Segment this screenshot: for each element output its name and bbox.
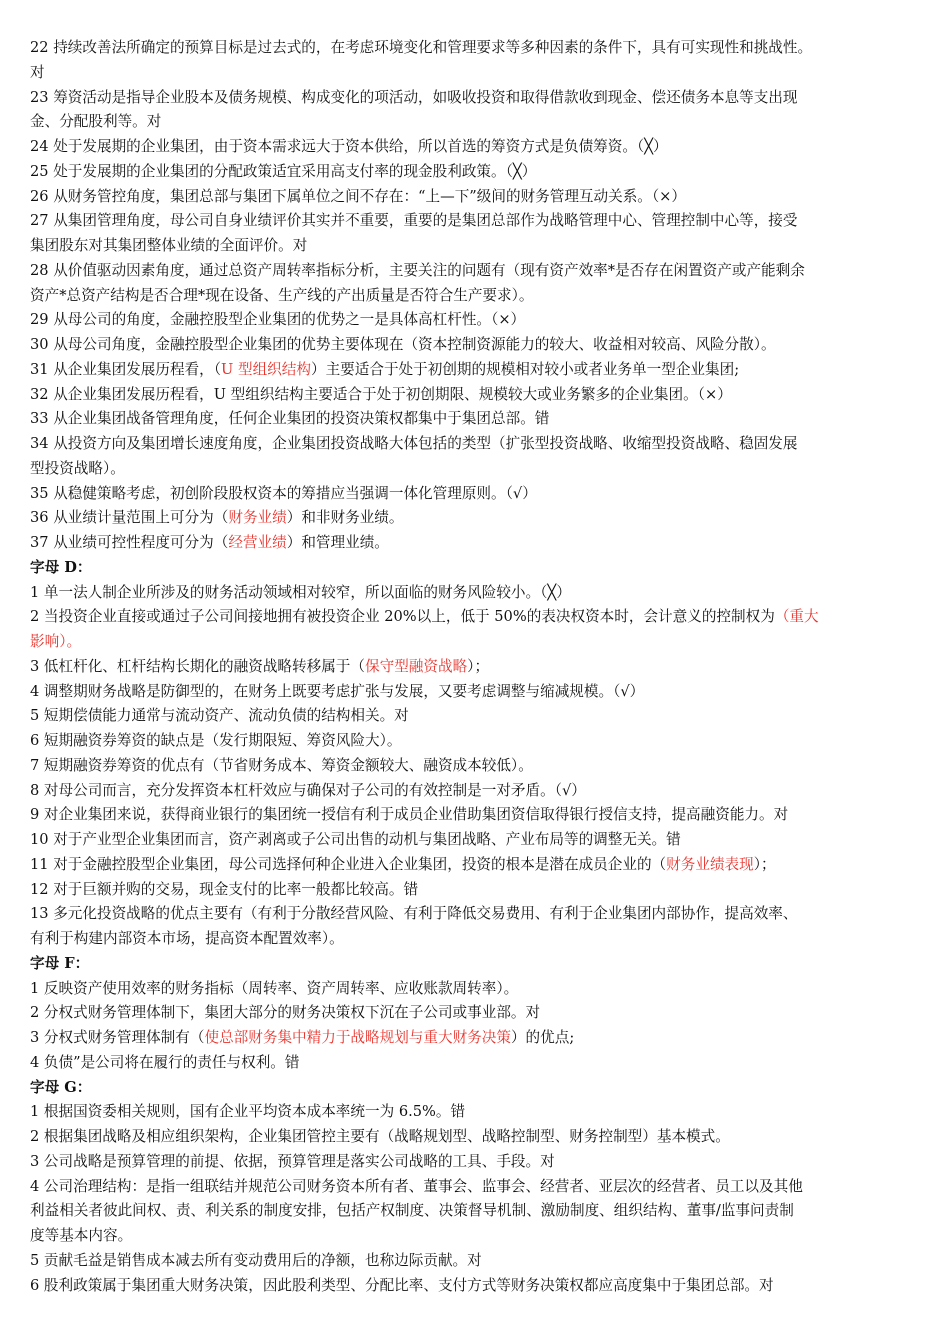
text-line xyxy=(30,482,920,507)
line-text: 字母 G： xyxy=(30,1078,92,1096)
line-text: 集团股东对其集团整体业绩的全面评价。对 xyxy=(30,237,308,254)
text-line xyxy=(30,581,920,606)
text-line xyxy=(30,1150,920,1175)
line-text: 4 负债”是公司将在履行的责任与权利。错 xyxy=(30,1053,300,1071)
text-line xyxy=(30,729,920,754)
text-line xyxy=(30,234,920,259)
text-line xyxy=(30,1125,920,1150)
text-line xyxy=(30,432,920,457)
line-text: 1 根据国资委相关规则，国有企业平均资本成本率统一为 6.5%。错 xyxy=(30,1103,466,1121)
text-line xyxy=(30,1249,920,1274)
line-text: 3 低杠杆化、杠杆结构长期化的融资战略转移属于（ xyxy=(30,657,365,675)
text-line xyxy=(30,36,920,61)
line-text: 30 从母公司角度，金融控股型企业集团的优势主要体现在（资本控制资源能力的较大、收益相对较高、风险分散）。 xyxy=(30,336,776,353)
line-text: 8 对母公司而言，充分发挥资本杠杆效应与确保对子公司的有效控制是一对矛盾。（√） xyxy=(30,781,586,799)
text-line xyxy=(30,680,920,705)
line-text: ）主要适合于处于初创期的规模相对较小或者业务单一型企业集团; xyxy=(310,360,740,378)
text-line xyxy=(30,209,920,234)
text-line xyxy=(30,160,920,185)
line-text: 6 短期融资券筹资的缺点是（发行期限短、筹资风险大）。 xyxy=(30,732,402,749)
line-text: 1 单一法人制企业所涉及的财务活动领域相对较窄，所以面临的财务风险较小。（╳） xyxy=(30,583,571,601)
line-text: 资产*总资产结构是否合理*现在设备、生产线的产出质量是否符合生产要求）。 xyxy=(30,286,534,304)
text-line xyxy=(30,1224,920,1249)
line-text: 33 从企业集团战备管理角度，任何企业集团的投资决策权都集中于集团总部。错 xyxy=(30,410,550,428)
text-line xyxy=(30,259,920,284)
line-text: 13 多元化投资战略的优点主要有（有利于分散经营风险、有利于降低交易费用、有利于企业集团内部协作，提高效率、 xyxy=(30,905,798,923)
text-line xyxy=(30,1001,920,1026)
text-line xyxy=(30,1199,920,1224)
text-line xyxy=(30,135,920,160)
text-line xyxy=(30,506,920,531)
line-text: 24 处于发展期的企业集团，由于资本需求远大于资本供给，所以首选的筹资方式是负债筹资。（╳） xyxy=(30,138,668,155)
text-line xyxy=(30,383,920,408)
line-text: 22 持续改善法所确定的预算目标是过去式的，在考虑环境变化和管理要求等多种因素的条件下，具有可实现性和挑战性。 xyxy=(30,39,813,56)
line-text: 7 短期融资券筹资的优点有（节省财务成本、筹资金额较大、融资成本较低）。 xyxy=(30,756,533,774)
text-line xyxy=(30,630,920,655)
line-text: 26 从财务管控角度，集团总部与集团下属单位之间不存在：“上—下”级间的财务管理互动关系。（×） xyxy=(30,187,686,205)
text-line xyxy=(30,605,920,630)
text-line xyxy=(30,803,920,828)
text-line xyxy=(30,86,920,111)
text-line xyxy=(30,1100,920,1125)
section-heading xyxy=(30,1076,920,1101)
line-text: 型投资战略）。 xyxy=(30,459,125,477)
section-heading xyxy=(30,952,920,977)
text-line xyxy=(30,853,920,878)
highlighted-answer: （重大 xyxy=(774,608,819,626)
line-text: 10 对于产业型企业集团而言，资产剥离或子公司出售的动机与集团战略、产业布局等的调整无关。错 xyxy=(30,831,681,848)
text-line xyxy=(30,1274,920,1299)
highlighted-answer: 使总部财务集中精力于战略规划与重大财务决策 xyxy=(204,1029,511,1046)
line-text: 31 从企业集团发展历程看，（ xyxy=(30,360,222,378)
line-text: ）的优点; xyxy=(510,1029,575,1046)
line-text: 11 对于金融控股型企业集团，母公司选择何种企业进入企业集团，投资的根本是潜在成员企业的（ xyxy=(30,855,667,873)
text-line xyxy=(30,754,920,779)
line-text: 12 对于巨额并购的交易，现金支付的比率一般都比较高。错 xyxy=(30,880,419,898)
line-text: 5 短期偿债能力通常与流动资产、流动负债的结构相关。对 xyxy=(30,707,409,725)
line-text: 23 筹资活动是指导企业股本及债务规模、构成变化的项活动，如吸收投资和取得借款收到现金、偿还债务本息等支出现 xyxy=(30,88,798,106)
line-text: 2 分权式财务管理体制下，集团大部分的财务决策权下沉在子公司或事业部。对 xyxy=(30,1004,541,1022)
highlighted-answer: U 型组织结构 xyxy=(221,360,311,378)
text-line xyxy=(30,110,920,135)
text-line xyxy=(30,779,920,804)
line-text: 37 从业绩可控性程度可分为（ xyxy=(30,534,229,551)
highlighted-answer: 保守型融资战略 xyxy=(365,657,468,675)
line-text: ）； xyxy=(467,657,490,675)
line-text: 度等基本内容。 xyxy=(30,1227,133,1244)
text-line xyxy=(30,704,920,729)
text-line xyxy=(30,457,920,482)
line-text: 6 股利政策属于集团重大财务决策，因此股利类型、分配比率、支付方式等财务决策权都应高度集中于集团总部。对 xyxy=(30,1276,774,1294)
text-line xyxy=(30,185,920,210)
text-line xyxy=(30,284,920,309)
text-line xyxy=(30,1051,920,1076)
line-text: 4 调整期财务战略是防御型的，在财务上既要考虑扩张与发展，又要考虑调整与缩减规模。（√） xyxy=(30,682,645,700)
line-text: 3 公司战略是预算管理的前提、依据，预算管理是落实公司战略的工具、手段。对 xyxy=(30,1152,555,1170)
text-line xyxy=(30,902,920,927)
text-line xyxy=(30,531,920,556)
line-text: 28 从价值驱动因素角度，通过总资产周转率指标分析，主要关注的问题有（现有资产效率*是否存在闲置资产或产能剩余 xyxy=(30,261,805,279)
text-line xyxy=(30,828,920,853)
line-text: 3 分权式财务管理体制有（ xyxy=(30,1029,205,1046)
line-text: 29 从母公司的角度，金融控股型企业集团的优势之一是具体高杠杆性。（×） xyxy=(30,311,526,329)
line-text: 对 xyxy=(30,63,45,81)
line-text: 字母 F： xyxy=(30,954,90,972)
line-text: 35 从稳健策略考虑，初创阶段股权资本的筹措应当强调一体化管理原则。（√） xyxy=(30,484,537,502)
line-text: 27 从集团管理角度，母公司自身业绩评价其实并不重要，重要的是集团总部作为战略管理中心、管理控制中心等，接受 xyxy=(30,212,798,230)
line-text: 4 公司治理结构：是指一组联结并规范公司财务资本所有者、董事会、监事会、经营者、亚层次的经营者、员工以及其他 xyxy=(30,1177,803,1195)
line-text: 9 对企业集团来说，获得商业银行的集团统一授信有利于成员企业借助集团资信取得银行授信支持，提高融资能力。对 xyxy=(30,806,789,824)
line-text: 5 贡献毛益是销售成本减去所有变动费用后的净额，也称边际贡献。对 xyxy=(30,1251,482,1269)
text-line xyxy=(30,977,920,1002)
line-text: 有利于构建内部资本市场，提高资本配置效率）。 xyxy=(30,930,344,947)
line-text: ）和管理业绩。 xyxy=(286,534,389,551)
line-text: 金、分配股利等。对 xyxy=(30,113,162,131)
text-line xyxy=(30,927,920,952)
line-text: ）； xyxy=(753,855,776,873)
text-line xyxy=(30,333,920,358)
line-text: 字母 D： xyxy=(30,558,92,576)
highlighted-answer: 经营业绩 xyxy=(228,534,287,551)
highlighted-answer: 影响）。 xyxy=(30,633,82,650)
text-line xyxy=(30,358,920,383)
text-line xyxy=(30,61,920,86)
text-line xyxy=(30,1175,920,1200)
text-line xyxy=(30,308,920,333)
highlighted-answer: 财务业绩 xyxy=(228,509,287,527)
text-line xyxy=(30,878,920,903)
line-text: 32 从企业集团发展历程看，U 型组织结构主要适合于处于初创期限、规模较大或业务繁多的企业集团。（×） xyxy=(30,385,732,403)
line-text: 利益相关者彼此间权、责、利关系的制度安排，包括产权制度、决策督导机制、激励制度、组织结构、董事/监事问责制 xyxy=(30,1202,794,1220)
line-text: ）和非财务业绩。 xyxy=(286,509,404,527)
highlighted-answer: 财务业绩表现 xyxy=(666,855,754,873)
text-line xyxy=(30,407,920,432)
text-line xyxy=(30,655,920,680)
line-text: 2 根据集团战略及相应组织架构，企业集团管控主要有（战略规划型、战略控制型、财务控制型）基本模式。 xyxy=(30,1128,730,1145)
text-line xyxy=(30,1026,920,1051)
section-heading xyxy=(30,556,920,581)
line-text: 34 从投资方向及集团增长速度角度，企业集团投资战略大体包括的类型（扩张型投资战略、收缩型投资战略、稳固发展 xyxy=(30,435,798,452)
line-text: 2 当投资企业直接或通过子公司间接地拥有被投资企业 20%以上，低于 50%的表决权资本时，会计意义的控制权为 xyxy=(30,608,775,626)
line-text: 36 从业绩计量范围上可分为（ xyxy=(30,509,229,527)
line-text: 1 反映资产使用效率的财务指标（周转率、资产周转率、应收账款周转率）。 xyxy=(30,979,519,997)
line-text: 25 处于发展期的企业集团的分配政策适宜采用高支付率的现金股利政策。（╳） xyxy=(30,162,537,180)
